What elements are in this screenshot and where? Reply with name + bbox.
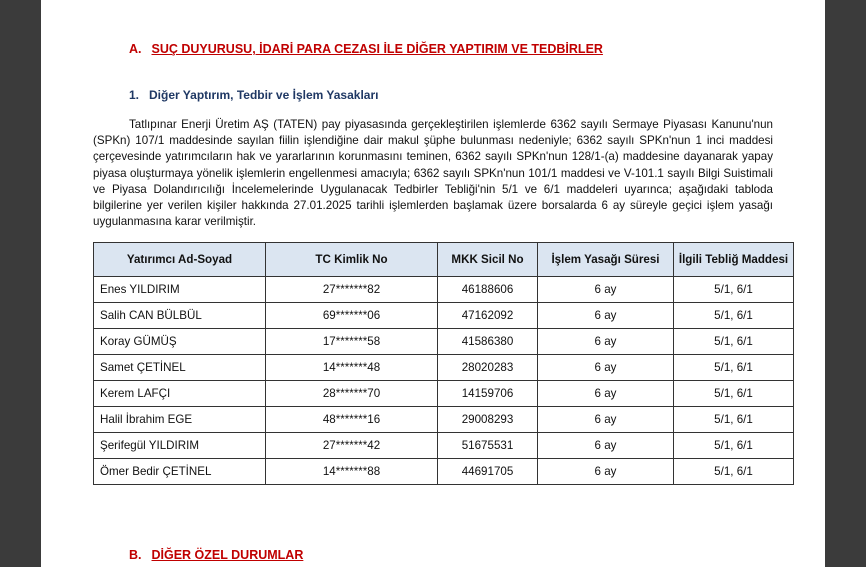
cell-ban-duration: 6 ay [538, 355, 674, 381]
cell-investor-name: Salih CAN BÜLBÜL [94, 303, 266, 329]
cell-tc-id: 14*******88 [266, 459, 438, 485]
section-a-title: SUÇ DUYURUSU, İDARİ PARA CEZASI İLE DİĞER YAPTIRIM VE TEDBİRLER [151, 42, 603, 56]
section-b-title: DİĞER ÖZEL DURUMLAR [151, 548, 304, 562]
cell-mkk-registry: 29008293 [438, 407, 538, 433]
cell-investor-name: Koray GÜMÜŞ [94, 329, 266, 355]
cell-mkk-registry: 51675531 [438, 433, 538, 459]
cell-regulation-article: 5/1, 6/1 [674, 303, 794, 329]
cell-regulation-article: 5/1, 6/1 [674, 329, 794, 355]
cell-mkk-registry: 41586380 [438, 329, 538, 355]
table-row [94, 381, 794, 407]
header-mkk-registry: MKK Sicil No [438, 243, 538, 277]
table-row [94, 303, 794, 329]
cell-investor-name: Halil İbrahim EGE [94, 407, 266, 433]
cell-investor-name: Samet ÇETİNEL [94, 355, 266, 381]
cell-tc-id: 27*******82 [266, 277, 438, 303]
cell-tc-id: 27*******42 [266, 433, 438, 459]
cell-ban-duration: 6 ay [538, 407, 674, 433]
cell-regulation-article: 5/1, 6/1 [674, 459, 794, 485]
cell-ban-duration: 6 ay [538, 459, 674, 485]
cell-investor-name: Ömer Bedir ÇETİNEL [94, 459, 266, 485]
table-row [94, 407, 794, 433]
cell-ban-duration: 6 ay [538, 277, 674, 303]
cell-mkk-registry: 44691705 [438, 459, 538, 485]
table-row [94, 277, 794, 303]
header-investor-name: Yatırımcı Ad-Soyad [94, 243, 266, 277]
subsection-1-heading [129, 88, 378, 102]
cell-ban-duration: 6 ay [538, 381, 674, 407]
cell-tc-id: 69*******06 [266, 303, 438, 329]
cell-ban-duration: 6 ay [538, 303, 674, 329]
header-ban-duration: İşlem Yasağı Süresi [538, 243, 674, 277]
cell-mkk-registry: 14159706 [438, 381, 538, 407]
table-row [94, 433, 794, 459]
cell-ban-duration: 6 ay [538, 433, 674, 459]
trading-ban-table [93, 242, 794, 485]
header-regulation-article: İlgili Tebliğ Maddesi [674, 243, 794, 277]
table-row [94, 355, 794, 381]
cell-regulation-article: 5/1, 6/1 [674, 355, 794, 381]
cell-regulation-article: 5/1, 6/1 [674, 277, 794, 303]
body-paragraph: Tatlıpınar Enerji Üretim AŞ (TATEN) pay piyasasında gerçekleştirilen işlemlerde 6362 sayılı Sermaye Piyasası Kanunu'nun (SPKn) 107/1 maddesinde sayılan fiilin işlendiğine dair makul şüphe bulunması nedeniyle; 6362 sayılı SPKn'nun 1 inci maddesi çerçevesinde yatırımcıların hak ve yararlarının korunmasını teminen, 6362 sayılı SPKn'nun 128/1-(a) maddesine dayanarak yapay piyasa oluşturmaya yönelik işlemlerin engellenmesi amacıyla; 6362 sayılı SPKn'nun 101/1 maddesi ve V-101.1 sayılı Bilgi Suistimali ve Piyasa Dolandırıcılığı İncelemelerinde Uygulanacak Tedbirler Tebliği'nin 5/1 ve 6/1 maddeleri uyarınca; aşağıdaki tabloda bilgilerine yer verilen kişiler hakkında 27.01.2025 tarihli işlemlerden başlamak üzere borsalarda 6 ay süreyle geçici işlem yasağı uygulanmasına karar verilmiştir. [93, 118, 773, 229]
section-a-number: A. [129, 42, 142, 56]
section-b-number: B. [129, 548, 142, 562]
cell-mkk-registry: 28020283 [438, 355, 538, 381]
header-tc-id: TC Kimlik No [266, 243, 438, 277]
table-header-row [94, 243, 794, 277]
section-a-heading [129, 42, 603, 56]
cell-regulation-article: 5/1, 6/1 [674, 433, 794, 459]
cell-ban-duration: 6 ay [538, 329, 674, 355]
table-row [94, 459, 794, 485]
cell-investor-name: Şerifegül YILDIRIM [94, 433, 266, 459]
cell-tc-id: 17*******58 [266, 329, 438, 355]
cell-mkk-registry: 46188606 [438, 277, 538, 303]
cell-regulation-article: 5/1, 6/1 [674, 407, 794, 433]
cell-investor-name: Enes YILDIRIM [94, 277, 266, 303]
cell-tc-id: 48*******16 [266, 407, 438, 433]
subsection-1-title: Diğer Yaptırım, Tedbir ve İşlem Yasakları [149, 88, 379, 102]
cell-regulation-article: 5/1, 6/1 [674, 381, 794, 407]
cell-mkk-registry: 47162092 [438, 303, 538, 329]
cell-investor-name: Kerem LAFÇI [94, 381, 266, 407]
section-b-heading [129, 548, 303, 562]
subsection-1-number: 1. [129, 88, 140, 102]
cell-tc-id: 28*******70 [266, 381, 438, 407]
cell-tc-id: 14*******48 [266, 355, 438, 381]
document-page [41, 0, 825, 567]
table-row [94, 329, 794, 355]
